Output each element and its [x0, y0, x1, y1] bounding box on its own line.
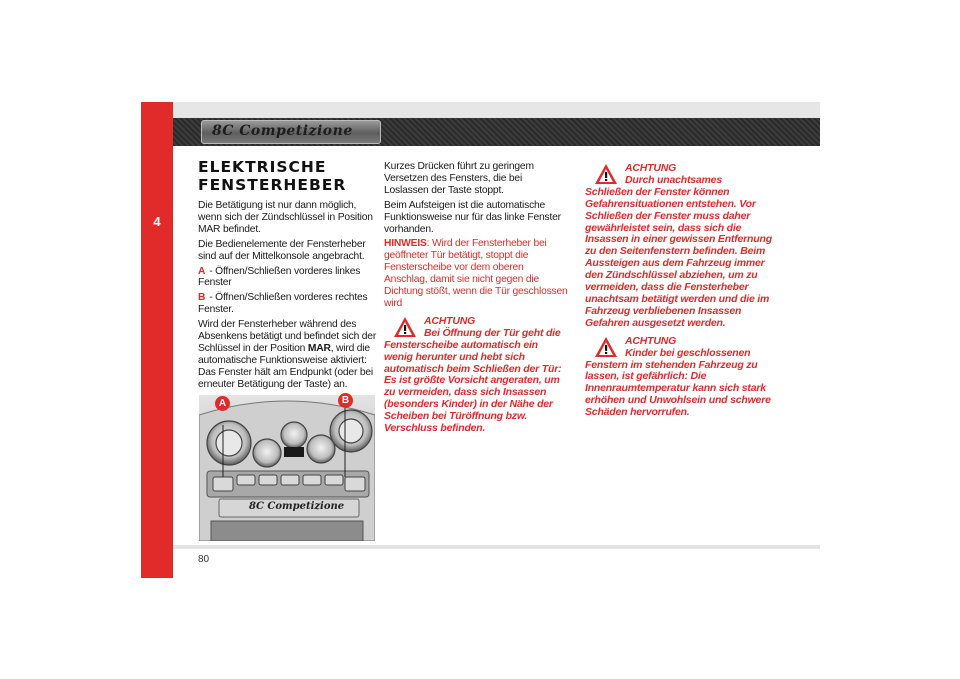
paragraph-auto-up: Beim Aufsteigen ist die automatische Funktionsweise nur für das linke Fenster vorhanden.: [384, 199, 561, 235]
warning-body: Schließen der Fenster können Gefahrensituationen entstehen. Vor Schließen der Fenster muss daher gewährleistet sein, dass sich die Insassen in einer gewissen Entfernung zu den Seitenfenstern befinden. Beim Aussteigen aus dem Fahrzeug immer den Zündschlüssel abziehen, um zu vermeiden, dass die Fensterheber unachtsam betätigt werden und die im Fahrzeug verbliebenen Insassen Gefahren ausgesetzt werden.: [585, 185, 772, 329]
auto-text-after: , wird die automatische Funktionsweise aktiviert: Das Fenster hält am Endpunkt (oder bei erneuter Betätigung der Taste) an.: [198, 342, 373, 390]
warning-triangle-icon: [594, 336, 618, 358]
note-label: HINWEIS: [384, 238, 427, 250]
column-3: [585, 161, 775, 419]
footer-line: [173, 545, 820, 549]
auto-key-position: MAR: [307, 342, 331, 354]
warning-body: Fenstern im stehenden Fahrzeug zu lassen, ist gefährlich: Die Innenraumtemperatur kann sich stark erhöhen und Unwohlsein und schwere Schäden hervorrufen.: [585, 358, 771, 419]
callout-a: A: [215, 396, 230, 411]
list-item-b: [198, 292, 378, 316]
brand-logo: [201, 120, 381, 144]
warning-triangle-icon: [393, 316, 417, 338]
chapter-number: 4: [153, 214, 161, 229]
console-logo: 8C Competizione: [249, 501, 345, 512]
auto-function-paragraph: [198, 319, 378, 390]
warning-door-window: [384, 316, 569, 435]
paragraph-short-press: Kurzes Drücken führt zu geringem Versetzen des Fensters, die bei Loslassen der Taste stoppt.: [384, 161, 534, 196]
list-item-a: [198, 266, 378, 290]
item-letter-b: B: [198, 292, 206, 304]
center-console-figure: [199, 395, 375, 541]
warning-body: Fensterscheibe automatisch ein wenig herunter und hebt sich automatisch beim Schließen der Tür: Es ist größte Vorsicht angeraten, um zu vermeiden, dass sich Insassen (besonders Kinder) in der Nähe der Scheiben bei Türöffnung bzw. Verschluss befinden.: [384, 338, 562, 435]
auto-text-before: Wird der Fensterheber während des Absenkens betätigt und befindet sich der Schlüssel in der Position: [198, 319, 377, 354]
column-1: [198, 158, 378, 394]
intro-paragraph-1: Die Betätigung ist nur dann möglich, wenn sich der Zündschlüssel in Position MAR befindet.: [198, 200, 373, 235]
callout-b: B: [338, 393, 353, 408]
chapter-tab: [141, 102, 173, 578]
section-title: ELEKTRISCHE FENSTERHEBER: [198, 158, 347, 194]
item-text-b: - Öffnen/Schließen vorderes rechtes Fenster.: [198, 292, 368, 316]
note-paragraph: [384, 238, 569, 309]
warning-title: ACHTUNG: [625, 334, 677, 347]
brand-logo-text: 8C Competizione: [212, 123, 353, 139]
intro-paragraph-2: Die Bedienelemente der Fensterheber sind auf der Mittelkonsole angebracht.: [198, 238, 366, 262]
warning-triangle-icon: [594, 163, 618, 185]
warning-first-line: Bei Öffnung der Tür geht die: [424, 326, 561, 339]
note-text: : Wird der Fensterheber bei geöffneter Tür betätigt, stoppt die Fensterscheibe vor dem oberen Anschlag, damit sie nicht gegen die Dichtung stößt, wenn die Tür geschlossen wird: [384, 238, 568, 309]
warning-title: ACHTUNG: [625, 162, 677, 174]
warning-first-line: Durch unachtsames: [625, 173, 722, 186]
item-text-a: - Öffnen/Schließen vorderes linkes Fenster: [198, 265, 361, 289]
warning-closing-windows: [585, 163, 775, 330]
console-illustration: [199, 395, 375, 541]
item-letter-a: A: [198, 265, 206, 277]
column-2: [384, 161, 569, 435]
warning-title: ACHTUNG: [424, 314, 476, 327]
warning-children: [585, 336, 775, 419]
warning-first-line: Kinder bei geschlossenen: [625, 346, 751, 359]
header-strip: [173, 102, 820, 118]
page-number: 80: [198, 554, 210, 565]
